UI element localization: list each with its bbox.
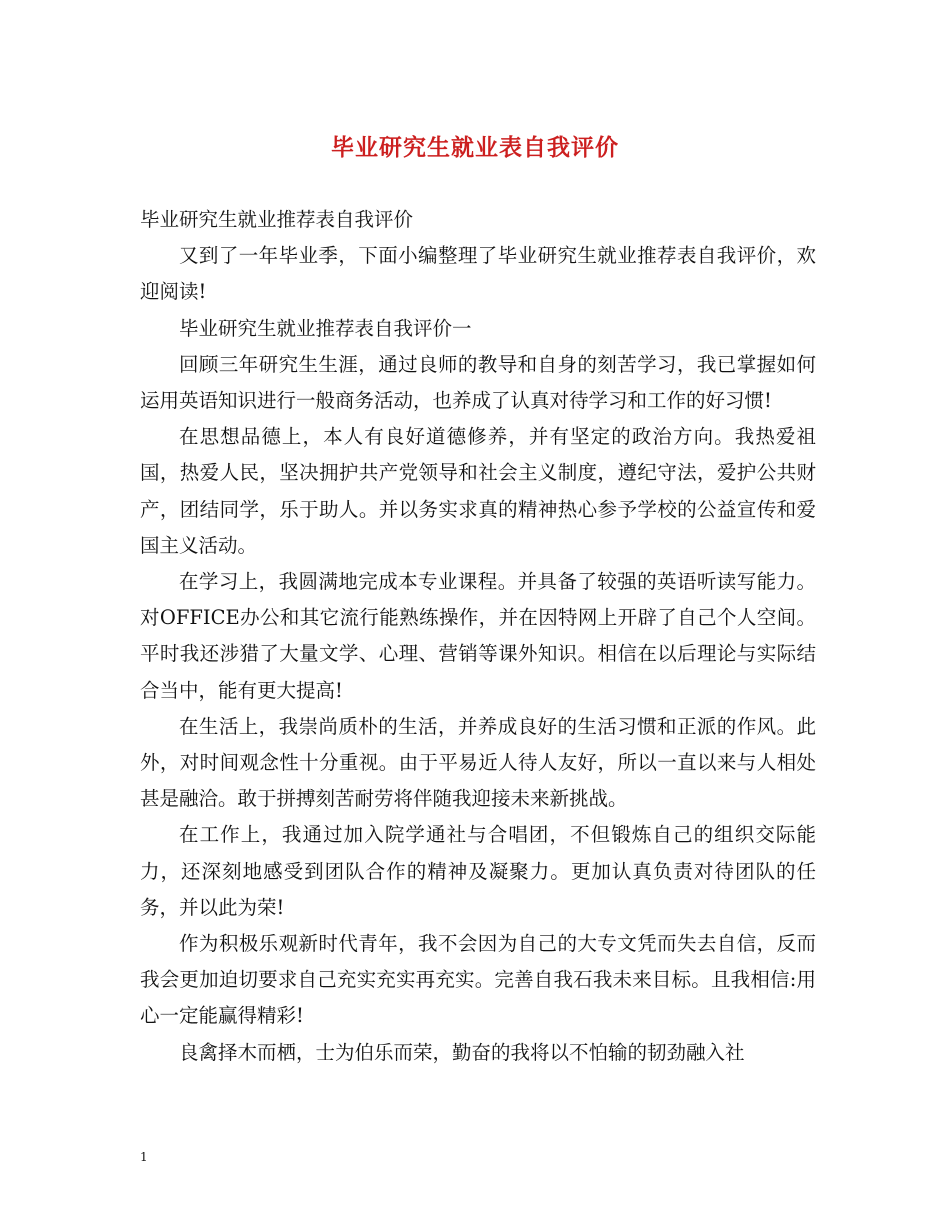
paragraph-attitude: 作为积极乐观新时代青年，我不会因为自己的大专文凭而失去自信，反而我会更加迫切要求自己充实充实再充实。完善自我石我未来目标。且我相信:用心一定能赢得精彩! bbox=[140, 932, 816, 1028]
page-number: 1 bbox=[140, 1150, 148, 1164]
paragraph-life: 在生活上，我崇尚质朴的生活，并养成良好的生活习惯和正派的作风。此外，对时间观念性十分重视。由于平易近人待人友好，所以一直以来与人相处甚是融洽。敢于拼搏刻苦耐劳将伴随我迎接未来新挑战。 bbox=[140, 714, 816, 811]
paragraph-review: 回顾三年研究生生涯，通过良师的教导和自身的刻苦学习，我已掌握如何运用英语知识进行一般商务活动，也养成了认真对待学习和工作的好习惯! bbox=[140, 352, 816, 413]
paragraph-closing: 良禽择木而栖，士为伯乐而荣，勤奋的我将以不怕输的韧劲融入社 bbox=[179, 1040, 745, 1064]
section-heading: 毕业研究生就业推荐表自我评价一 bbox=[179, 316, 472, 340]
paragraph-study: 在学习上，我圆满地完成本专业课程。并具备了较强的英语听读写能力。对OFFICE办公和其它流行能熟练操作，并在因特网上开辟了自己个人空间。平时我还涉猎了大量文学、心理、营销等课外知识。相信在以后理论与实际结合当中，能有更大提高! bbox=[140, 570, 816, 702]
document-body bbox=[140, 202, 816, 1071]
paragraph-morality: 在思想品德上，本人有良好道德修养，并有坚定的政治方向。我热爱祖国，热爱人民，坚决拥护共产党领导和社会主义制度，遵纪守法，爱护公共财产，团结同学，乐于助人。并以务实求真的精神热心参予学校的公益宣传和爱国主义活动。 bbox=[140, 425, 816, 557]
paragraph-intro: 又到了一年毕业季，下面小编整理了毕业研究生就业推荐表自我评价，欢迎阅读! bbox=[140, 244, 816, 304]
document-subtitle: 毕业研究生就业推荐表自我评价 bbox=[140, 208, 414, 231]
paragraph-work: 在工作上，我通过加入院学通社与合唱团，不但锻炼自己的组织交际能力，还深刻地感受到团队合作的精神及凝聚力。更加认真负责对待团队的任务，并以此为荣! bbox=[140, 823, 816, 919]
document-title: 毕业研究生就业表自我评价 bbox=[331, 134, 619, 161]
